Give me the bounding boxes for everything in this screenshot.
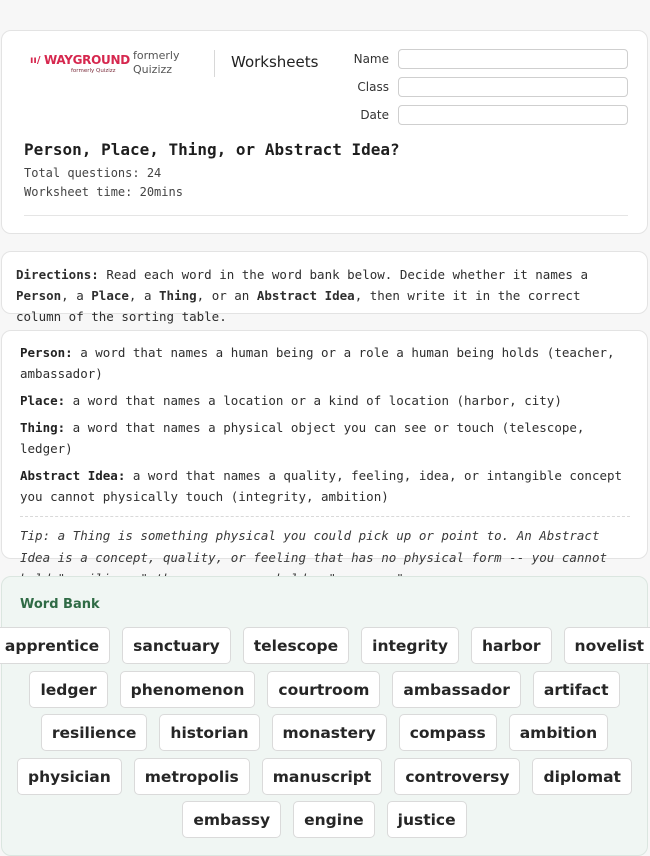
word-chip[interactable]: metropolis xyxy=(134,758,250,795)
definition-person xyxy=(20,342,630,384)
word-chip[interactable]: courtroom xyxy=(267,671,380,708)
worksheets-label: Worksheets xyxy=(231,53,319,71)
directions-person: Person xyxy=(16,288,62,303)
date-label: Date xyxy=(360,108,389,122)
definition-text: a word that names a human being or a role a human being holds (teacher, ambassador) xyxy=(20,345,615,381)
tip-text: Tip: a Thing is something physical you could pick up or point to. An Abstract Idea is a concept, quality, or feeling that has no physical form -- you cannot xyxy=(20,528,607,565)
definition-text: a word that names a physical object you can see or touch (telescope, ledger) xyxy=(20,420,585,456)
word-row xyxy=(16,714,633,751)
word-chip[interactable]: compass xyxy=(399,714,497,751)
word-chip[interactable]: resilience xyxy=(41,714,148,751)
word-row xyxy=(16,758,633,795)
directions-thing: Thing xyxy=(159,288,197,303)
word-chip[interactable]: apprentice xyxy=(0,627,110,664)
worksheet-time: Worksheet time: 20mins xyxy=(24,185,183,199)
header-rule xyxy=(24,215,628,216)
word-chip[interactable]: diplomat xyxy=(532,758,632,795)
directions-text: , then write it in the correct column of the sorting table. xyxy=(16,288,581,324)
directions-text: , a xyxy=(61,288,92,303)
word-chip[interactable]: telescope xyxy=(243,627,349,664)
directions-place: Place xyxy=(91,288,129,303)
header-divider xyxy=(214,50,215,77)
logo-subtext: formerly Quizizz xyxy=(71,68,116,74)
word-chip[interactable]: engine xyxy=(293,801,375,838)
logo-mark-icon: ıı/ xyxy=(30,55,41,66)
wayground-logo xyxy=(30,53,130,79)
word-chip[interactable]: integrity xyxy=(361,627,459,664)
formerly-text: formerly Quizizz xyxy=(133,49,180,76)
date-field[interactable] xyxy=(398,105,628,125)
dashed-divider xyxy=(20,516,630,517)
class-field[interactable] xyxy=(398,77,628,97)
definition-text: a word that names a quality, feeling, idea, or intangible concept you cannot physically touch (integrity, ambition) xyxy=(20,468,623,504)
name-label: Name xyxy=(353,52,389,66)
word-row xyxy=(16,671,633,708)
word-chip[interactable]: manuscript xyxy=(262,758,383,795)
directions-text: Read each word in the word bank below. Decide whether it names a xyxy=(98,267,588,282)
word-row xyxy=(16,801,633,838)
word-chip[interactable]: artifact xyxy=(533,671,620,708)
definitions-card xyxy=(1,330,648,565)
word-chip[interactable]: monastery xyxy=(272,714,387,751)
word-row xyxy=(4,627,645,664)
total-questions: Total questions: 24 xyxy=(24,166,162,180)
directions-text: , a xyxy=(128,288,160,303)
word-chip[interactable]: ambassador xyxy=(392,671,520,708)
definition-term: Person: xyxy=(20,345,73,360)
directions-label: Directions: xyxy=(16,267,99,282)
directions-card xyxy=(1,251,648,324)
class-label: Class xyxy=(357,80,389,94)
definition-abstract-idea xyxy=(20,465,630,507)
word-chip[interactable]: physician xyxy=(17,758,122,795)
word-chip[interactable]: ledger xyxy=(29,671,107,708)
word-chip[interactable]: historian xyxy=(159,714,259,751)
definition-text: a word that names a location or a kind of location (harbor, city) xyxy=(65,393,562,408)
word-chip[interactable]: phenomenon xyxy=(120,671,256,708)
worksheet-title: Person, Place, Thing, or Abstract Idea? xyxy=(24,140,400,159)
definition-place xyxy=(20,390,630,411)
word-chip[interactable]: embassy xyxy=(182,801,281,838)
word-chip[interactable]: novelist xyxy=(564,627,650,664)
name-field[interactable] xyxy=(398,49,628,69)
word-bank-title: Word Bank xyxy=(20,597,100,612)
word-chip[interactable]: harbor xyxy=(471,627,552,664)
definition-term: Abstract Idea: xyxy=(20,468,126,483)
word-chip[interactable]: ambition xyxy=(509,714,608,751)
word-chip[interactable]: controversy xyxy=(394,758,520,795)
word-chip[interactable]: justice xyxy=(387,801,467,838)
definition-term: Place: xyxy=(20,393,66,408)
directions-text: , or an xyxy=(196,288,257,303)
definition-term: Thing: xyxy=(20,420,66,435)
word-bank-chips xyxy=(4,627,645,845)
worksheet-header xyxy=(1,30,648,234)
word-bank xyxy=(1,576,648,856)
directions-abstract-idea: Abstract Idea xyxy=(256,288,355,303)
definition-thing xyxy=(20,417,630,459)
word-chip[interactable]: sanctuary xyxy=(122,627,231,664)
logo-text: WAYGROUND xyxy=(44,53,130,67)
